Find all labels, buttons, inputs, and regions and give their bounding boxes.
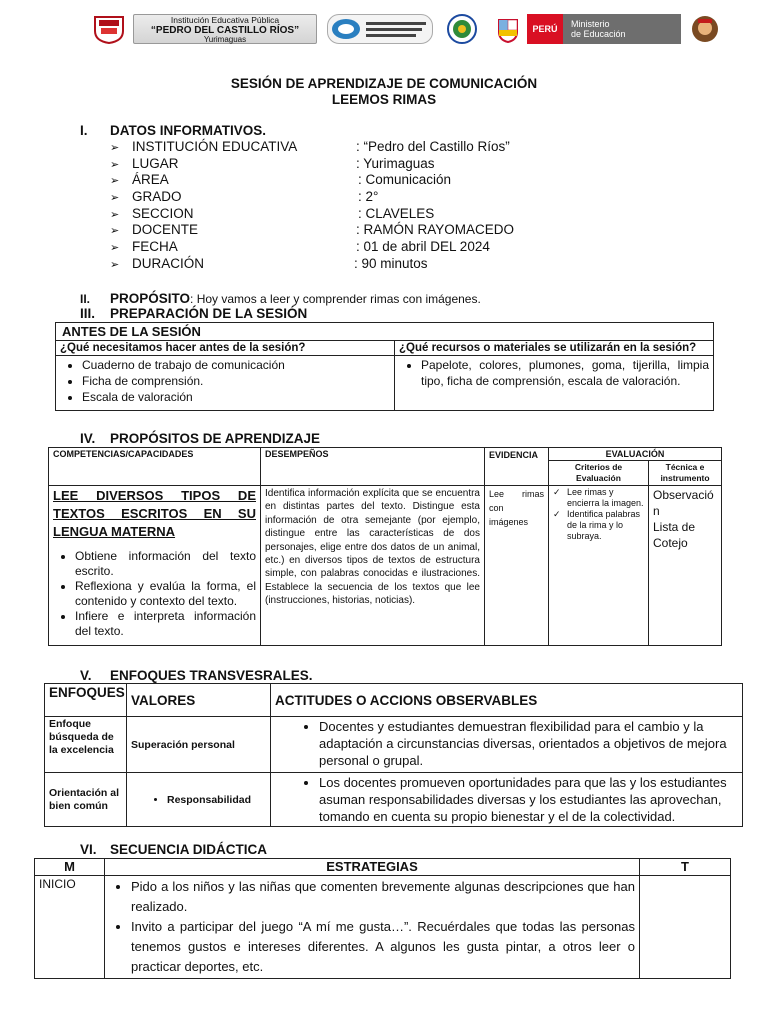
header-evidencia: EVIDENCIA: [485, 448, 549, 486]
header-tecnica: Técnica e instrumento: [649, 461, 722, 486]
datos-row: [110, 256, 428, 272]
ugel-logo: [327, 14, 433, 44]
section-2-title: PROPÓSITO: [110, 291, 191, 306]
actitud-cell: [271, 773, 743, 827]
arrow-bullet-icon: ➢: [110, 209, 120, 221]
institution-name: “PEDRO DEL CASTILLO RÍOS”: [150, 25, 300, 36]
datos-value: : 2°: [358, 189, 379, 204]
section-3-heading: [80, 306, 307, 321]
list-item: • Docentes y estudiantes demuestran flexibilidad para el cambio y la adaptación a circunstancias diversas, orientados a objetivos de mejora personal o grupal.: [319, 718, 738, 769]
datos-label: ÁREA: [132, 172, 169, 187]
section-6-number: VI.: [80, 842, 97, 857]
datos-row: [110, 239, 490, 255]
educacion-label: de Educación: [571, 29, 626, 39]
institution-city: Yurimaguas: [203, 35, 247, 44]
arrow-bullet-icon: ➢: [110, 142, 120, 154]
arrow-bullet-icon: ➢: [110, 259, 120, 271]
checkmark-icon: ✓: [553, 487, 561, 497]
institution-banner: [133, 14, 317, 44]
datos-label: DURACIÓN: [132, 256, 205, 271]
datos-row: [110, 156, 435, 172]
preparation-col2-header: ¿Qué recursos o materiales se utilizarán en la sesión?: [395, 341, 714, 356]
list-item: • Invito a participar del juego “A mí me gusta…”. Recuérdales que todas las personas tenemos gustos e intereses diferentes. A algunos les gusta pintar, a otros leer o practicar deportes, etc.: [131, 917, 635, 977]
section-6-title: SECUENCIA DIDÁCTICA: [110, 842, 268, 857]
section-6-heading: [80, 842, 267, 857]
session-subtitle: LEEMOS RIMAS: [331, 92, 437, 107]
datos-label: INSTITUCIÓN EDUCATIVA: [132, 139, 298, 154]
desempenos-cell: Identifica información explícita que se encuentra en distintas partes del texto. Distingue esta información de otra semejante (por ejemplo, distingue entre las características de dos personajes, elige entre dos datos de un animal, etc.) en diversos tipos de textos de estructura simple, con palabras conocidas e ilustraciones. Establece la secuencia de los textos que lee (instrucciones, historias, noticias).: [261, 486, 485, 646]
header-momento: M: [35, 859, 105, 876]
criterion-item: Identifica palabras de la rima y lo subraya.: [567, 509, 641, 541]
datos-label: SECCION: [132, 206, 194, 221]
strategies-cell: [105, 876, 640, 979]
enfoque-cell: Enfoque búsqueda de la excelencia: [45, 717, 127, 773]
datos-label: GRADO: [132, 189, 182, 204]
school-crest-logo: [92, 14, 126, 44]
preparation-col2-cell: [395, 356, 714, 411]
list-item: • Papelote, colores, plumones, goma, tijerilla, limpia tipo, ficha de comprensión, escala de valoración.: [421, 357, 709, 389]
checkmark-icon: ✓: [553, 509, 561, 519]
datos-row: [110, 172, 452, 188]
criterios-cell: [549, 486, 649, 646]
datos-value: : 90 minutos: [354, 256, 428, 271]
arrow-bullet-icon: ➢: [110, 225, 120, 237]
regional-seal-logo: [442, 14, 482, 44]
datos-value: : 01 de abril DEL 2024: [356, 239, 490, 254]
institution-type: Institución Educativa Pública: [170, 15, 280, 25]
arrow-bullet-icon: ➢: [110, 192, 120, 204]
datos-row: [110, 206, 435, 222]
preparation-col1-cell: [56, 356, 395, 411]
header-actitudes: ACTITUDES O ACCIONS OBSERVABLES: [271, 684, 743, 717]
competencias-cell: [49, 486, 261, 646]
list-item: • Cuaderno de trabajo de comunicación: [82, 357, 390, 373]
valor-cell: [127, 773, 271, 827]
datos-value: : Comunicación: [358, 172, 452, 187]
enfoques-table: [44, 683, 743, 827]
list-item: • Los docentes promueven oportunidades para que las y los estudiantes asuman responsabilidades diversas y los estudiantes las aprovechan, tomando en cuenta su propio bienestar y el de la colectividad.: [319, 774, 738, 825]
section-4-number: IV.: [80, 431, 96, 446]
peru-label: PERÚ: [527, 14, 563, 44]
evidencia-cell: Lee rimas con imágenes: [485, 486, 549, 646]
list-item: • Escala de valoración: [82, 389, 390, 405]
list-item: • Obtiene información del texto escrito.: [75, 549, 256, 579]
datos-label: LUGAR: [132, 156, 179, 171]
tecnica-cell: [649, 486, 722, 646]
header-tiempo: T: [640, 859, 731, 876]
peru-coat-of-arms-icon: [495, 14, 521, 44]
header-competencias: COMPETENCIAS/CAPACIDADES: [49, 448, 261, 486]
arrow-bullet-icon: ➢: [110, 175, 120, 187]
header-estrategias: ESTRATEGIAS: [105, 859, 640, 876]
section-1-heading: [80, 123, 266, 138]
section-5-title: ENFOQUES TRANSVESRALES.: [110, 668, 313, 683]
section-5-heading: [80, 668, 313, 683]
header-enfoques: ENFOQUES: [45, 684, 127, 717]
datos-row: [110, 189, 379, 205]
datos-value: : CLAVELES: [358, 206, 435, 221]
header-desempenos: DESEMPEÑOS: [261, 448, 485, 486]
preparation-table: [55, 322, 714, 411]
datos-value: : “Pedro del Castillo Ríos”: [356, 139, 510, 154]
section-5-number: V.: [80, 668, 92, 683]
moment-cell: INICIO: [35, 876, 105, 979]
list-item: • Infiere e interpreta información del texto.: [75, 609, 256, 639]
datos-value: : RAMÓN RAYOMACEDO: [356, 222, 515, 237]
section-2-text: : Hoy vamos a leer y comprender rimas con imágenes.: [190, 292, 481, 306]
criterion-item: Lee rimas y encierra la imagen.: [567, 487, 644, 508]
header-valores: VALORES: [127, 684, 271, 717]
datos-row: [110, 222, 515, 238]
session-title: SESIÓN DE APRENDIZAJE DE COMUNICACIÓN: [230, 76, 538, 91]
preparation-table-title: ANTES DE LA SESIÓN: [56, 323, 714, 341]
secuencia-table: [34, 858, 731, 979]
ministerio-label: Ministerio: [571, 19, 610, 29]
preparation-col1-header: ¿Qué necesitamos hacer antes de la sesión?: [56, 341, 395, 356]
learning-purposes-table: [48, 447, 722, 646]
header-evaluacion: EVALUACIÓN: [549, 448, 722, 461]
list-item: • Pido a los niños y las niñas que comenten brevemente algunas descripciones que han realizado.: [131, 877, 635, 917]
enfoque-cell: Orientación al bien común: [45, 773, 127, 827]
instrument-item: Lista de Cotejo: [653, 520, 696, 550]
datos-label: DOCENTE: [132, 222, 199, 237]
section-2-number: II.: [80, 292, 91, 306]
list-item: • Reflexiona y evalúa la forma, el contenido y contexto del texto.: [75, 579, 256, 609]
header-criterios: Criterios de Evaluación: [549, 461, 649, 486]
section-4-heading: [80, 431, 320, 446]
time-cell: [640, 876, 731, 979]
list-item: • Ficha de comprensión.: [82, 373, 390, 389]
datos-value: : Yurimaguas: [356, 156, 435, 171]
list-item: • Responsabilidad: [167, 794, 266, 806]
actitud-cell: [271, 717, 743, 773]
section-3-title: PREPARACIÓN DE LA SESIÓN: [110, 306, 308, 321]
arrow-bullet-icon: ➢: [110, 242, 120, 254]
section-3-number: III.: [80, 306, 96, 321]
valor-cell: Superación personal: [127, 717, 271, 773]
datos-label: FECHA: [132, 239, 178, 254]
section-4-title: PROPÓSITOS DE APRENDIZAJE: [110, 431, 321, 446]
section-2-heading: [80, 291, 481, 306]
section-1-title: DATOS INFORMATIVOS.: [110, 123, 267, 138]
datos-row: [110, 139, 510, 155]
minedu-logo: [527, 14, 681, 44]
section-1-number: I.: [80, 123, 88, 138]
header-logos: [0, 14, 768, 46]
competency-title: LEE DIVERSOS TIPOS DE TEXTOS ESCRITOS EN SU LENGUA MATERNA: [53, 488, 256, 539]
mascot-logo: [689, 14, 721, 44]
technique-item: Observación: [653, 488, 714, 518]
arrow-bullet-icon: ➢: [110, 159, 120, 171]
